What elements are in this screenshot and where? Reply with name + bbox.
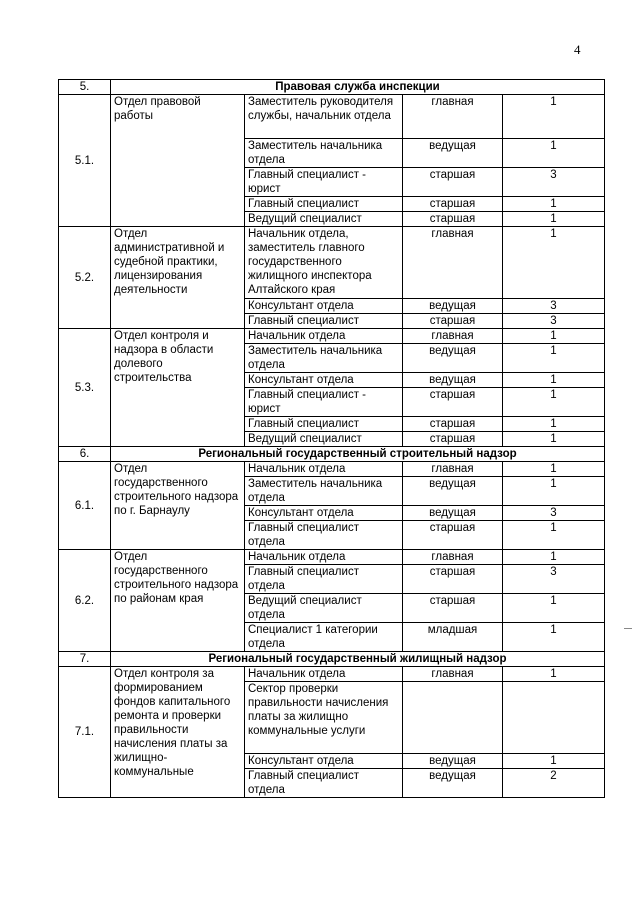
position-count: 3	[503, 506, 605, 521]
position-count: 1	[503, 95, 605, 139]
position-group: ведущая	[403, 477, 503, 506]
position-count: 3	[503, 299, 605, 314]
position-group: младшая	[403, 623, 503, 652]
position-title: Начальник отдела	[245, 462, 403, 477]
position-count	[503, 682, 605, 754]
position-title: Заместитель начальника отдела	[245, 477, 403, 506]
position-group: ведущая	[403, 506, 503, 521]
position-count: 1	[503, 432, 605, 447]
position-group: старшая	[403, 168, 503, 197]
position-group: ведущая	[403, 139, 503, 168]
position-title: Начальник отдела, заместитель главного государственного жилищного инспектора Алтайского края	[245, 227, 403, 299]
table-row	[59, 95, 605, 139]
department-number: 5.3.	[59, 329, 111, 447]
staffing-table	[58, 79, 605, 798]
position-group: старшая	[403, 197, 503, 212]
position-group: старшая	[403, 388, 503, 417]
position-count: 1	[503, 388, 605, 417]
position-count: 1	[503, 477, 605, 506]
position-count: 1	[503, 373, 605, 388]
margin-mark	[624, 628, 632, 629]
position-title: Заместитель начальника отдела	[245, 344, 403, 373]
position-title: Специалист 1 категории отдела	[245, 623, 403, 652]
position-group: главная	[403, 227, 503, 299]
position-title: Главный специалист - юрист	[245, 168, 403, 197]
position-title: Главный специалист - юрист	[245, 388, 403, 417]
position-count: 3	[503, 565, 605, 594]
department-name: Отдел контроля и надзора в области долевого строительства	[111, 329, 245, 447]
position-count: 1	[503, 139, 605, 168]
position-group: ведущая	[403, 769, 503, 798]
department-name: Отдел контроля за формированием фондов капитального ремонта и проверки правильности начисления платы за жилищно-коммунальные	[111, 667, 245, 798]
position-group: главная	[403, 95, 503, 139]
position-count: 1	[503, 754, 605, 769]
department-number: 5.2.	[59, 227, 111, 329]
table-row	[59, 667, 605, 682]
department-number: 6.2.	[59, 550, 111, 652]
position-title: Ведущий специалист отдела	[245, 594, 403, 623]
position-group: ведущая	[403, 344, 503, 373]
position-title: Консультант отдела	[245, 754, 403, 769]
table-row	[59, 550, 605, 565]
page-number: 4	[574, 42, 581, 57]
position-title: Консультант отдела	[245, 506, 403, 521]
position-group: главная	[403, 462, 503, 477]
position-count: 1	[503, 329, 605, 344]
section-title: Региональный государственный строительный надзор	[111, 447, 605, 462]
position-count: 1	[503, 550, 605, 565]
table-row	[59, 462, 605, 477]
section-header-row	[59, 80, 605, 95]
department-name: Отдел административной и судебной практики, лицензирования деятельности	[111, 227, 245, 329]
position-count: 1	[503, 417, 605, 432]
section-title: Правовая служба инспекции	[111, 80, 605, 95]
position-title: Ведущий специалист	[245, 432, 403, 447]
position-group: главная	[403, 667, 503, 682]
position-group: ведущая	[403, 754, 503, 769]
section-number: 5.	[59, 80, 111, 95]
position-title: Сектор проверки правильности начисления платы за жилищно коммунальные услуги	[245, 682, 403, 754]
position-count: 1	[503, 344, 605, 373]
position-group: ведущая	[403, 373, 503, 388]
position-group	[403, 682, 503, 754]
department-name: Отдел правовой работы	[111, 95, 245, 227]
section-number: 7.	[59, 652, 111, 667]
position-title: Ведущий специалист	[245, 212, 403, 227]
position-group: главная	[403, 550, 503, 565]
department-number: 6.1.	[59, 462, 111, 550]
department-number: 5.1.	[59, 95, 111, 227]
section-header-row	[59, 652, 605, 667]
table-row	[59, 329, 605, 344]
position-group: старшая	[403, 212, 503, 227]
position-title: Главный специалист отдела	[245, 521, 403, 550]
position-title: Главный специалист	[245, 197, 403, 212]
position-count: 1	[503, 594, 605, 623]
position-count: 2	[503, 769, 605, 798]
position-count: 1	[503, 521, 605, 550]
position-title: Главный специалист отдела	[245, 565, 403, 594]
position-title: Главный специалист	[245, 314, 403, 329]
table-row	[59, 227, 605, 299]
position-group: старшая	[403, 565, 503, 594]
position-title: Начальник отдела	[245, 329, 403, 344]
position-title: Консультант отдела	[245, 373, 403, 388]
position-title: Главный специалист	[245, 417, 403, 432]
department-number: 7.1.	[59, 667, 111, 798]
position-count: 3	[503, 168, 605, 197]
position-group: старшая	[403, 432, 503, 447]
section-title: Региональный государственный жилищный надзор	[111, 652, 605, 667]
position-group: старшая	[403, 417, 503, 432]
position-group: главная	[403, 329, 503, 344]
department-name: Отдел государственного строительного надзора по г. Барнаулу	[111, 462, 245, 550]
position-title: Начальник отдела	[245, 667, 403, 682]
position-count: 3	[503, 314, 605, 329]
position-count: 1	[503, 227, 605, 299]
position-count: 1	[503, 197, 605, 212]
position-group: старшая	[403, 521, 503, 550]
department-name: Отдел государственного строительного надзора по районам края	[111, 550, 245, 652]
position-group: старшая	[403, 594, 503, 623]
position-group: старшая	[403, 314, 503, 329]
position-count: 1	[503, 667, 605, 682]
position-group: ведущая	[403, 299, 503, 314]
section-number: 6.	[59, 447, 111, 462]
section-header-row	[59, 447, 605, 462]
position-title: Консультант отдела	[245, 299, 403, 314]
position-title: Главный специалист отдела	[245, 769, 403, 798]
position-count: 1	[503, 623, 605, 652]
position-title: Начальник отдела	[245, 550, 403, 565]
position-title: Заместитель начальника отдела	[245, 139, 403, 168]
position-count: 1	[503, 212, 605, 227]
position-title: Заместитель руководителя службы, начальник отдела	[245, 95, 403, 139]
position-count: 1	[503, 462, 605, 477]
